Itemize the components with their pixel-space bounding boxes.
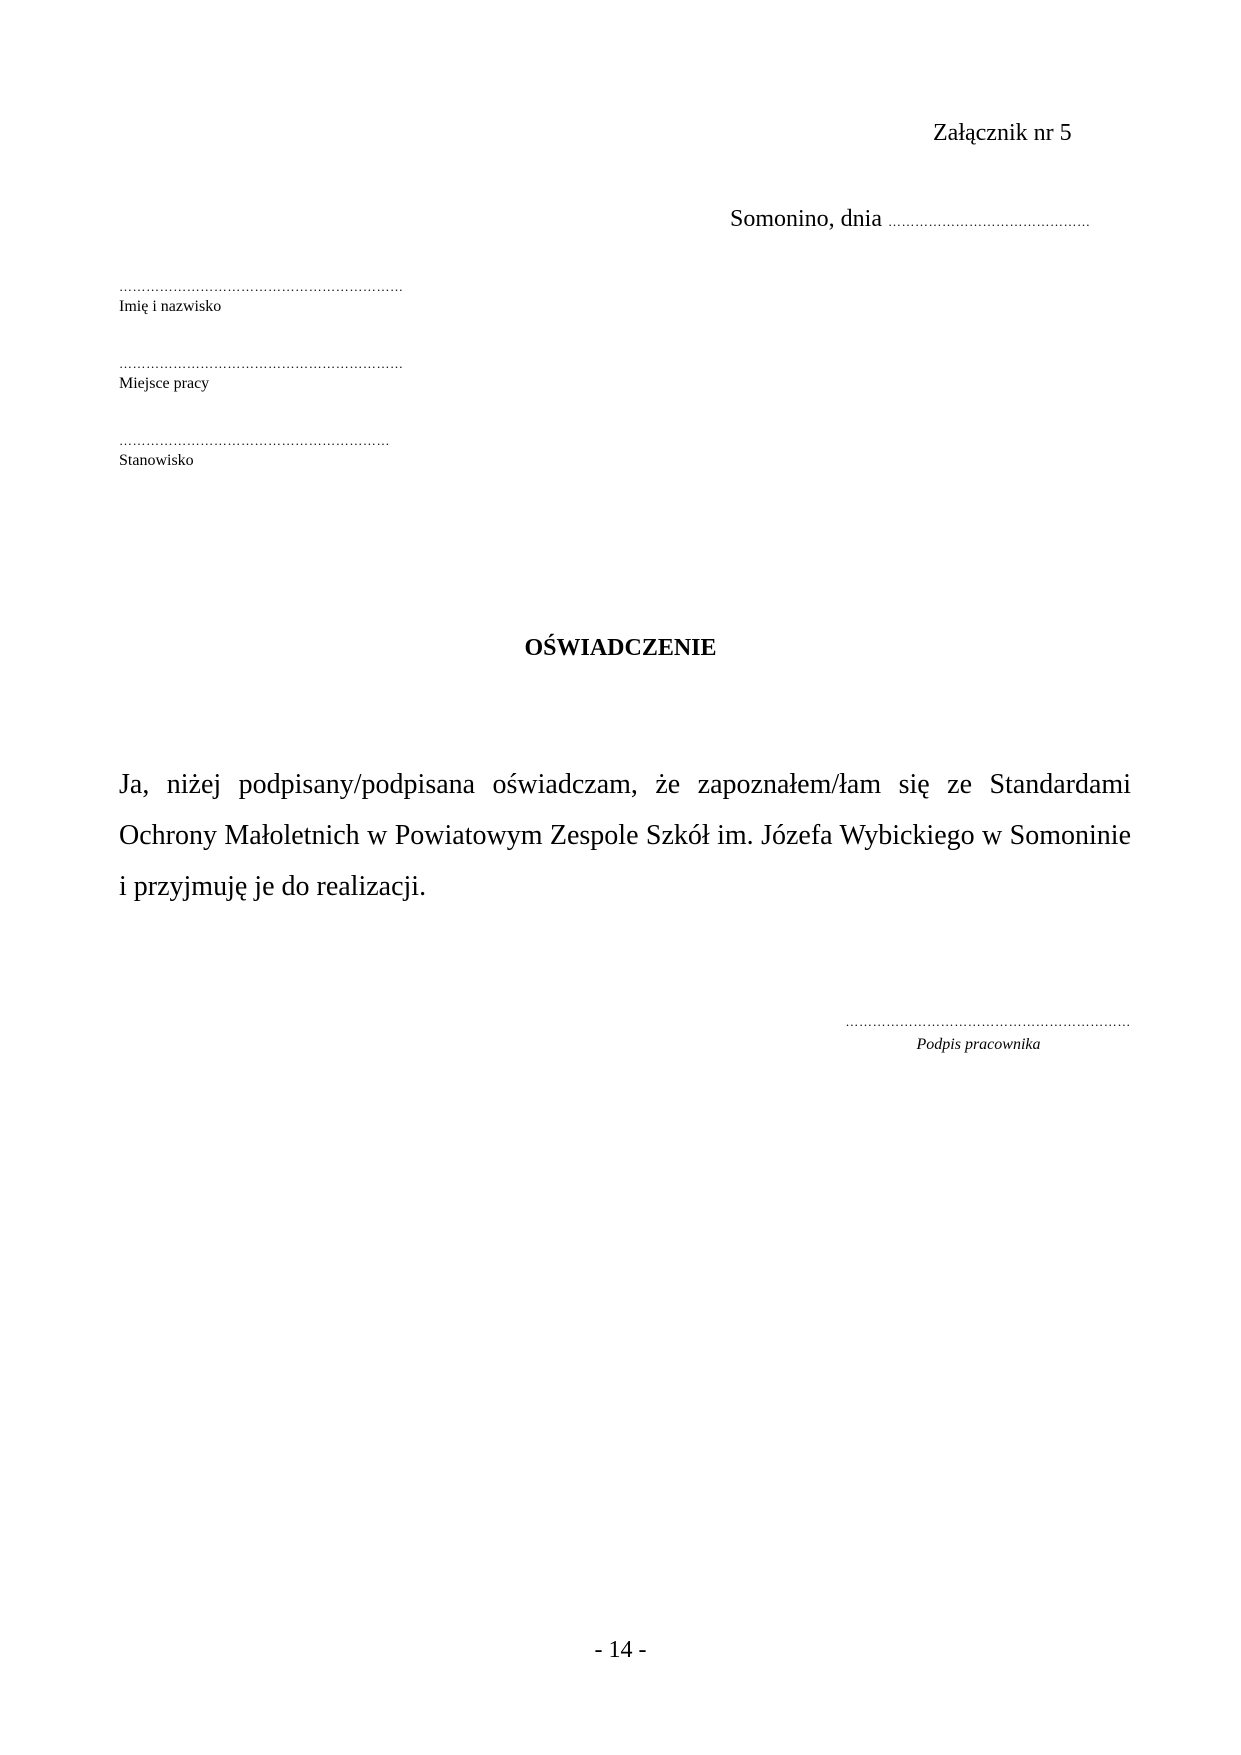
workplace-field-label: Miejsce pracy	[119, 375, 210, 392]
page-number: - 14 -	[594, 1637, 647, 1663]
name-field	[119, 280, 479, 317]
statement-paragraph: Ja, niżej podpisany/podpisana oświadczam, że zapoznałem/łam się ze Standardami Ochrony Małoletnich w Powiatowym Zespole Szkół im. Józefa Wybickiego w Somoninie i przyjmuję je do realizacji.	[119, 769, 1131, 902]
date-fill-line: ………………………………………	[888, 214, 1091, 229]
workplace-field	[119, 357, 479, 394]
attachment-label: Załącznik nr 5	[933, 120, 1072, 146]
position-field-label: Stanowisko	[119, 452, 194, 469]
signature-block	[786, 1015, 1131, 1055]
signature-fill-line: ………………………………………………………	[845, 1014, 1131, 1029]
name-fill-line: ………………………………………………………	[119, 279, 404, 294]
position-field	[119, 434, 479, 471]
workplace-fill-line: ………………………………………………………	[119, 356, 404, 371]
position-fill-line: ……………………………………………………	[119, 433, 390, 448]
document-title: OŚWIADCZENIE	[524, 635, 717, 661]
name-field-label: Imię i nazwisko	[119, 298, 222, 315]
place-date-label: Somonino, dnia	[730, 206, 883, 232]
signature-label: Podpis pracownika	[916, 1036, 1041, 1053]
place-date-line	[730, 204, 1091, 237]
